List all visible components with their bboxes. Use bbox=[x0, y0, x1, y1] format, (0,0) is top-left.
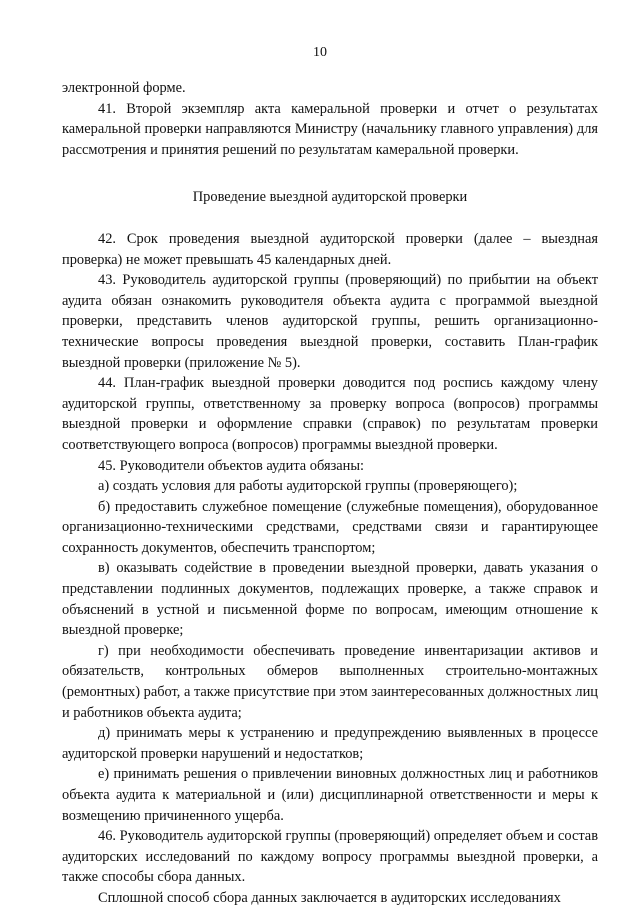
section-heading: Проведение выездной аудиторской проверки bbox=[192, 189, 468, 206]
list-item-b: б) предоставить служебное помещение (служебные помещения), оборудованное организационно-техническими средствами, средствами связи и гарантирующее сохранность документов, обеспечить транспортом; bbox=[62, 498, 598, 556]
paragraph-41: 41. Второй экземпляр акта камеральной проверки и отчет о результатах камеральной проверки направляются Министру (начальнику главного управления) для рассмотрения и принятия решений по результатам камеральной проверки. bbox=[62, 100, 598, 158]
list-item-d: д) принимать меры к устранению и предупреждению выявленных в процессе аудиторской проверки нарушений и недостатков; bbox=[62, 725, 598, 762]
paragraph-continuation: электронной форме. bbox=[62, 80, 186, 96]
list-item-v: в) оказывать содействие в проведении выездной проверки, давать указания о представлении подлинных документов, подлежащих проверке, а также справок и объяснений в устной и письменной форме по вопросам, имеющим отношение к выездной проверке; bbox=[62, 560, 598, 639]
document-body bbox=[62, 78, 598, 909]
paragraph-44: 44. План-график выездной проверки доводится под роспись каждому члену аудиторской группы, ответственному за проверку вопроса (вопросов) программы выездной проверки и оформление справки (справок) по результатам проверки соответствующего вопроса (вопросов) программы выездной проверки. bbox=[62, 375, 598, 453]
paragraph-42: 42. Срок проведения выездной аудиторской проверки (далее – выездная проверка) не может превышать 45 календарных дней. bbox=[62, 230, 598, 268]
list-item-g: г) при необходимости обеспечивать проведение инвентаризации активов и обязательств, контрольных обмеров выполненных строительно-монтажных (ремонтных) работ, а также присутствие при этом заинтересованных должностных лиц и работников объекта аудита; bbox=[62, 642, 598, 721]
page-number: 10 bbox=[313, 45, 327, 60]
list-item-a: а) создать условия для работы аудиторской группы (проверяющего); bbox=[98, 478, 518, 495]
list-item-e: е) принимать решения о привлечении виновных должностных лиц и работников объекта аудита к материальной и (или) дисциплинарной ответственности и меры к возмещению причиненного ущерба. bbox=[62, 766, 598, 824]
paragraph-45: 45. Руководители объектов аудита обязаны: bbox=[98, 457, 365, 474]
paragraph-46: 46. Руководитель аудиторской группы (проверяющий) определяет объем и состав аудиторских исследований по каждому вопросу программы выездной проверки, а также способы сбора данных. bbox=[62, 828, 598, 886]
paragraph-continuous-method: Сплошной способ сбора данных заключается в аудиторских исследованиях bbox=[98, 889, 561, 906]
paragraph-43: 43. Руководитель аудиторской группы (проверяющий) по прибытии на объект аудита обязан ознакомить руководителя объекта аудита с программой выездной проверки, представить членов аудиторской группы, решить организационно-технические вопросы проведения выездной проверки, составить План-график выездной проверки (приложение № 5). bbox=[62, 272, 598, 371]
